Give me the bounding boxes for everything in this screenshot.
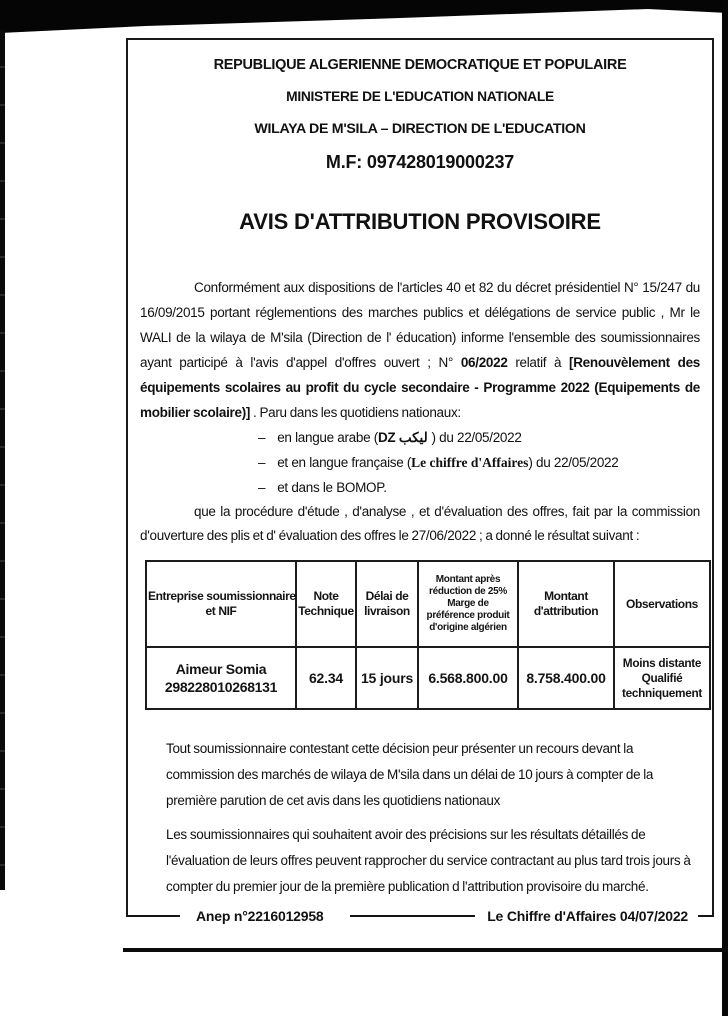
french-paper-name: Le chiffre d'Affaires (411, 455, 529, 470)
header-line: Technique (298, 604, 354, 618)
dash-bullet: – (258, 430, 266, 445)
header-line: réduction de 25% (429, 586, 507, 597)
document-header (140, 56, 700, 173)
dash-bullet: – (258, 480, 266, 495)
scan-artifact-left-edge (0, 30, 5, 890)
scan-artifact-top-band (0, 0, 728, 40)
dash-bullet: – (258, 455, 266, 470)
cell-montant-apres: 6.568.800.00 (418, 647, 518, 709)
list-item-french-paper (258, 450, 700, 475)
cell-entreprise-nif (146, 647, 296, 709)
header-line: préférence produit (426, 610, 510, 621)
table-row (146, 647, 710, 709)
bomop-text: et dans le BOMOP. (277, 480, 387, 495)
ministry-header-line: MINISTERE DE L'EDUCATION NATIONALE (286, 89, 554, 104)
table-header-row (146, 561, 710, 647)
arabic-paper-suffix: ) du 22/05/2022 (427, 430, 522, 445)
french-paper-text (277, 450, 618, 475)
observation-line: Qualifié (641, 670, 683, 685)
document-title: AVIS D'ATTRIBUTION PROVISOIRE (239, 209, 601, 234)
footer-journal-date: Le Chiffre d'Affaires 04/07/2022 (487, 908, 688, 924)
cell-note-technique: 62.34 (296, 647, 356, 709)
observation-line: techniquement (622, 685, 702, 700)
document-frame (126, 38, 714, 924)
col-note-technique (296, 561, 356, 647)
footer-divider-line (698, 915, 714, 917)
scan-artifact-bottom-rule (123, 948, 728, 952)
header-line: d'origine algérien (429, 622, 507, 633)
fiscal-number: M.F: 097428019000237 (325, 152, 515, 172)
cell-observations (614, 647, 710, 709)
wilaya-header-line: WILAYA DE M'SILA – DIRECTION DE L'EDUCATION (254, 121, 586, 137)
footer-anep-number: Anep n°2216012958 (196, 908, 324, 924)
recours-paragraph: Tout soumissionnaire contestant cette décision peur présenter un recours devant la commission des marchés de wilaya de M'sila dans un délai de 10 jours à compter de la première parution de cet avis dans les quotidiens nationaux (166, 741, 654, 808)
scan-artifact-right-edge (722, 0, 728, 1016)
document-footer (126, 907, 714, 925)
results-table (145, 560, 711, 710)
header-line: Montant après (435, 574, 501, 585)
col-observations (614, 561, 710, 647)
intro-text-1: Conformément aux dispositions de l'articles 40 et 82 du décret présidentiel N° 15/247 du 16/09/2015 portant réglementions des marches publics et délégations de service public , Mr le WALI de la wilaya de M'sila (Direction de l' éducation) informe l'ensemble des soumissionnaires ayant participé à l'avis d'appel d'offres ouvert ; N° (140, 280, 700, 370)
header-line: d'attribution (533, 604, 599, 618)
col-entreprise-nif (146, 561, 296, 647)
procedure-paragraph: que la procédure d'étude , d'analyse , et d'évaluation des offres, fait par la commission d'ouverture des plis et d' évaluation des offres le 27/06/2022 ; a donné le résultat suivant : (140, 504, 700, 543)
header-line: livraison (364, 604, 410, 618)
intro-text-3: . Paru dans les quotidiens nationaux: (250, 405, 461, 420)
footer-divider-line (126, 915, 180, 917)
header-line: Marge de (447, 598, 489, 609)
header-line: Délai de (365, 589, 409, 603)
col-delai-livraison (356, 561, 418, 647)
arabic-paper-prefix: en langue arabe ( (277, 430, 378, 445)
cell-montant-attribution: 8.758.400.00 (518, 647, 614, 709)
entreprise-nif: 298228010268131 (164, 679, 278, 695)
republic-header-line: REPUBLIQUE ALGERIENNE DEMOCRATIQUE ET POPULAIRE (213, 57, 627, 73)
list-item-arabic-paper (258, 425, 700, 450)
footer-divider-line (350, 915, 476, 917)
cell-delai: 15 jours (356, 647, 418, 709)
col-montant-attribution (518, 561, 614, 647)
arabic-paper-text (277, 425, 521, 450)
closing-paragraphs (166, 736, 696, 900)
col-montant-apres-reduction (418, 561, 518, 647)
intro-paragraph (140, 275, 700, 425)
header-line: Entreprise soumissionnaire (148, 589, 296, 603)
observation-line: Moins distante (622, 655, 702, 670)
header-line: Observations (626, 596, 698, 611)
newspapers-list (258, 425, 700, 500)
french-paper-prefix: et en langue française ( (277, 455, 412, 470)
header-line: Note (313, 589, 339, 603)
intro-tender-object: [Renouvèlement des équipements scolaires au profit du cycle secondaire - Programme 2022 (Equipements de mobilier scolaire)] (140, 355, 700, 420)
precisions-paragraph: Les soumissionnaires qui souhaitent avoir des précisions sur les résultats détaillés de l'évaluation de leurs offres peuvent rapprocher du service contractant au plus tard trois jours à compter du premier jour de la première publication d l'attribution provisoire du marché. (166, 827, 691, 894)
entreprise-name: Aimeur Somia (175, 661, 267, 677)
header-line: et NIF (205, 604, 237, 618)
arabic-paper-name: DZ ليكب (377, 430, 428, 445)
intro-text-2: relatif à (507, 355, 570, 370)
list-item-bomop (258, 475, 700, 500)
intro-tender-number: 06/2022 (460, 355, 508, 370)
french-paper-suffix: ) du 22/05/2022 (528, 455, 619, 470)
header-line: Montant (544, 589, 588, 603)
